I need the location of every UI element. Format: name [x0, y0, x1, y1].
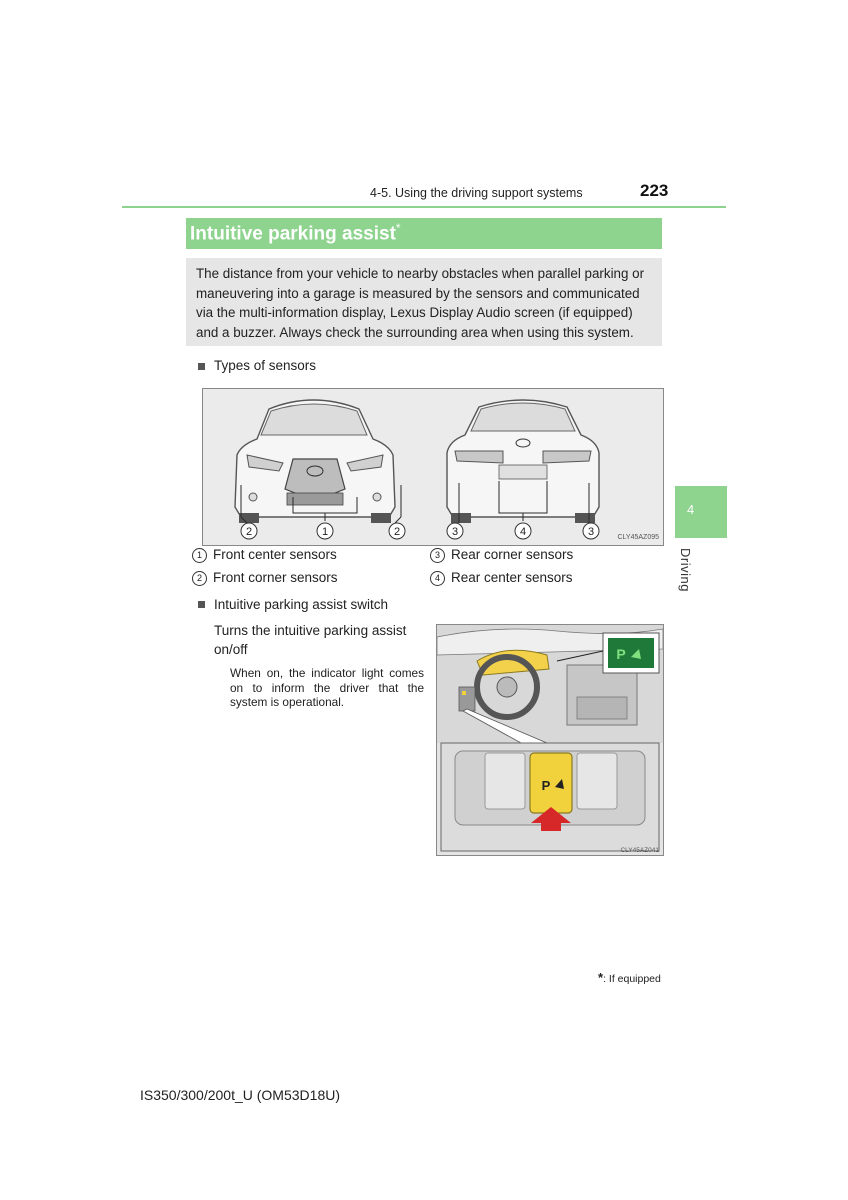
front-car-illustration — [235, 400, 395, 523]
figure-code: CLY45AZ095 — [617, 534, 659, 541]
page-number: 223 — [640, 181, 669, 200]
caption-number: 2 — [192, 571, 207, 586]
callout-label: 4 — [519, 526, 527, 538]
caption-text: Rear corner sensors — [451, 547, 574, 562]
header-rule — [122, 206, 726, 208]
caption-number: 1 — [192, 548, 207, 563]
rear-car-illustration — [447, 400, 599, 523]
switch-letter: P — [541, 778, 551, 793]
switch-panel — [459, 687, 475, 711]
switch-description: Turns the intuitive parking assist on/off — [214, 623, 407, 657]
caption-number: 4 — [430, 571, 445, 586]
caption-text: Rear center sensors — [451, 570, 573, 585]
callout-label: 1 — [321, 526, 329, 538]
title-label: Intuitive parking assist — [190, 223, 396, 245]
callout-label: 3 — [451, 526, 459, 538]
chapter-tab — [675, 486, 727, 538]
intro-text: The distance from your vehicle to nearby obstacles when parallel parking or maneuvering into a garage is measured by the sensors and communicated via the multi-information display, Lexus Display Audio screen (if equipped) and a buzzer. Always check the surrounding area when using this system. — [196, 266, 645, 340]
caption-item — [192, 570, 338, 586]
callout-label: 3 — [587, 526, 595, 538]
caption-item — [430, 570, 573, 586]
callout-label: 2 — [393, 526, 401, 538]
caption-number: 3 — [430, 548, 445, 563]
footer-model-code: IS350/300/200t_U (OM53D18U) — [140, 1087, 340, 1103]
sensor-diagram — [202, 388, 664, 546]
chapter-number: 4 — [687, 502, 695, 517]
caption-item — [192, 547, 337, 563]
switch-diagram — [436, 624, 664, 856]
footnote-star: * — [598, 970, 604, 985]
callout-label: 2 — [245, 526, 253, 538]
figure-code: CLY45AZ041 — [620, 847, 659, 854]
indicator-screen — [608, 638, 654, 668]
bullet-square-icon — [198, 363, 205, 370]
switch-diagram-svg — [437, 625, 663, 855]
title-star: * — [395, 221, 401, 235]
bullet-square-icon — [198, 601, 205, 608]
rear-callout-markers — [447, 523, 599, 539]
chapter-label: Driving — [678, 548, 693, 592]
sensor-diagram-svg — [203, 389, 663, 545]
caption-text: Front corner sensors — [213, 570, 338, 585]
footnote — [598, 970, 661, 985]
parking-assist-switch-button[interactable] — [530, 753, 572, 813]
caption-item — [430, 547, 573, 563]
types-heading: Types of sensors — [214, 358, 317, 373]
footnote-text: : If equipped — [603, 973, 661, 985]
section-title: 4-5. Using the driving support systems — [370, 186, 583, 200]
switch-note: When on, the indicator light comes on to inform the driver that the system is operational. — [230, 666, 424, 709]
switch-heading: Intuitive parking assist switch — [214, 597, 389, 612]
front-callout-markers — [241, 523, 405, 539]
caption-text: Front center sensors — [213, 547, 337, 562]
page-title — [190, 221, 401, 245]
indicator-letter: P — [616, 646, 626, 662]
